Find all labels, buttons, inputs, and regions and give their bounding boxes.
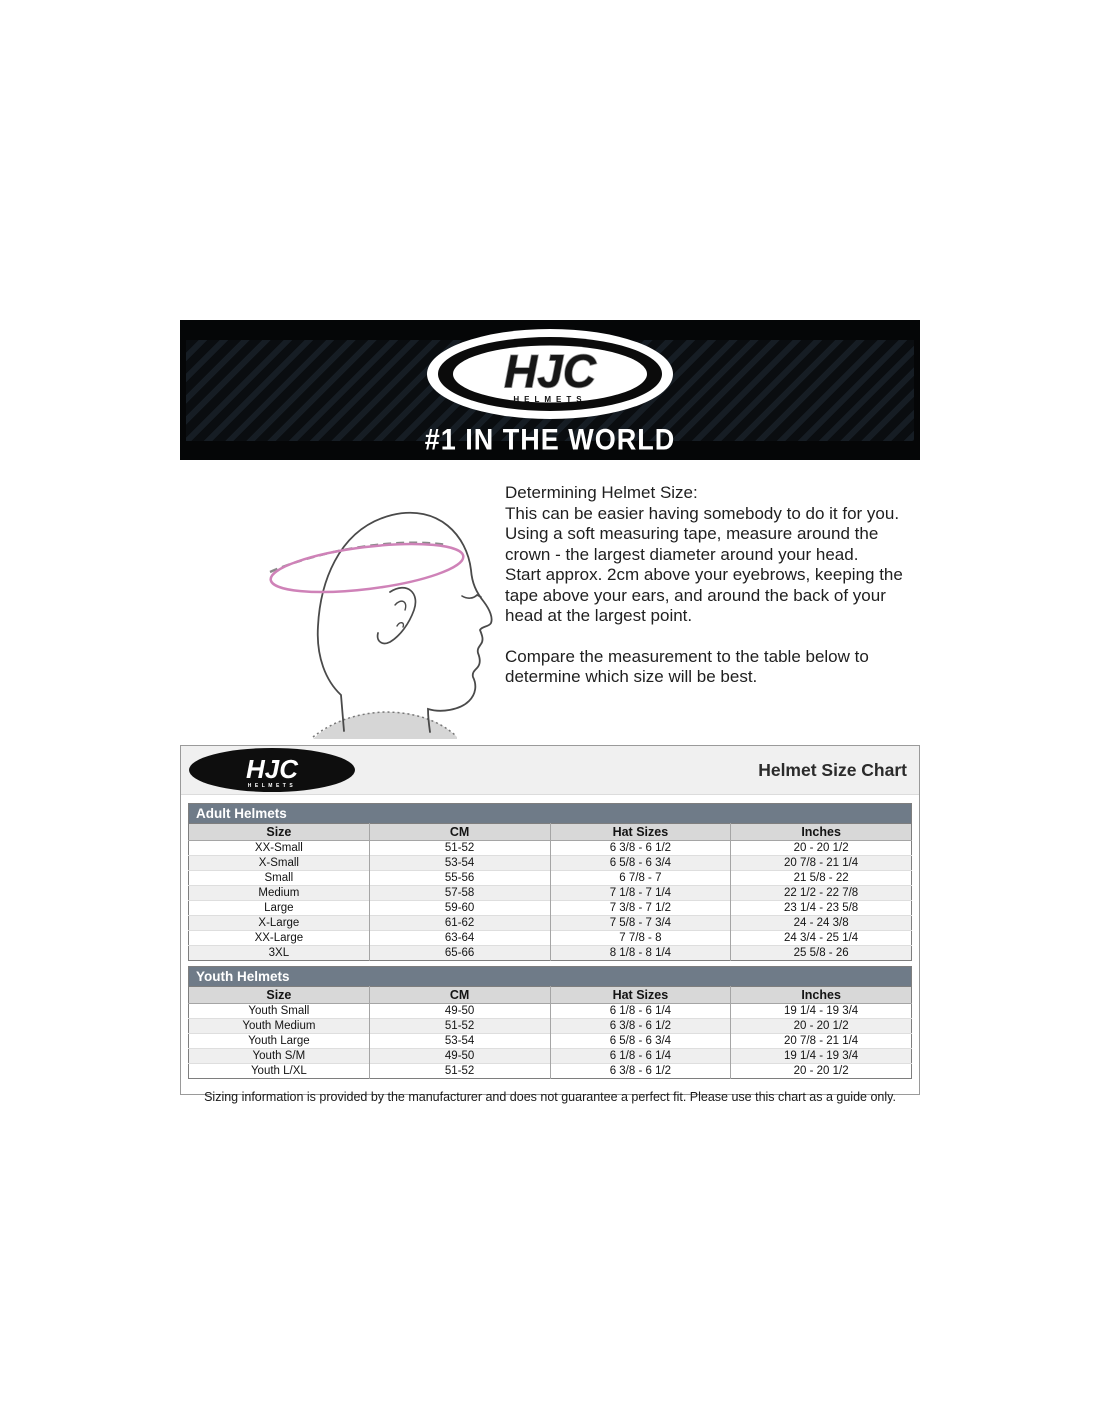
size-cell: 6 3/8 - 6 1/2 xyxy=(550,1064,731,1079)
size-cell: 7 7/8 - 8 xyxy=(550,931,731,946)
hjc-logo-small-text: HJC xyxy=(245,754,299,784)
column-header: Inches xyxy=(731,987,912,1004)
column-header: Size xyxy=(189,987,370,1004)
size-row xyxy=(189,946,912,961)
size-cell: 6 1/8 - 6 1/4 xyxy=(550,1049,731,1064)
shoulders-shape xyxy=(313,712,457,739)
size-cell: 19 1/4 - 19 3/4 xyxy=(731,1049,912,1064)
size-cell: 59-60 xyxy=(369,901,550,916)
size-row xyxy=(189,841,912,856)
size-cell: 20 - 20 1/2 xyxy=(731,1019,912,1034)
hjc-logo-small xyxy=(187,747,357,793)
size-cell: Youth Large xyxy=(189,1034,370,1049)
size-row xyxy=(189,916,912,931)
size-cell: 49-50 xyxy=(369,1004,550,1019)
size-row xyxy=(189,856,912,871)
section-header-adult: Adult Helmets xyxy=(188,803,912,823)
column-header: Hat Sizes xyxy=(550,987,731,1004)
size-chart-panel xyxy=(180,745,920,1104)
size-cell: Medium xyxy=(189,886,370,901)
size-cell: 6 7/8 - 7 xyxy=(550,871,731,886)
head-measurement-illustration xyxy=(243,479,498,739)
size-cell: 6 1/8 - 6 1/4 xyxy=(550,1004,731,1019)
size-row xyxy=(189,886,912,901)
size-cell: X-Large xyxy=(189,916,370,931)
eye-line xyxy=(462,595,481,598)
size-cell: 20 7/8 - 21 1/4 xyxy=(731,1034,912,1049)
size-cell: 51-52 xyxy=(369,841,550,856)
size-cell: 23 1/4 - 23 5/8 xyxy=(731,901,912,916)
size-row xyxy=(189,1034,912,1049)
hjc-logo-text: HJC xyxy=(503,345,597,397)
size-row xyxy=(189,901,912,916)
size-cell: Small xyxy=(189,871,370,886)
measuring-tape-ellipse xyxy=(268,535,466,600)
size-cell: 20 - 20 1/2 xyxy=(731,841,912,856)
banner-tagline: #1 IN THE WORLD xyxy=(424,423,676,457)
column-header: Size xyxy=(189,824,370,841)
column-header-row xyxy=(189,824,912,841)
chart-header xyxy=(181,746,919,795)
size-cell: 53-54 xyxy=(369,856,550,871)
size-cell: 24 - 24 3/8 xyxy=(731,916,912,931)
size-table-adult xyxy=(188,823,912,961)
ear-inner-lines xyxy=(395,601,406,627)
instruction-line: Determining Helmet Size: xyxy=(505,483,698,502)
size-cell: 55-56 xyxy=(369,871,550,886)
size-cell: 57-58 xyxy=(369,886,550,901)
size-row xyxy=(189,871,912,886)
size-cell: 6 5/8 - 6 3/4 xyxy=(550,1034,731,1049)
hjc-logo xyxy=(425,328,675,424)
size-cell: 20 - 20 1/2 xyxy=(731,1064,912,1079)
size-cell: 51-52 xyxy=(369,1019,550,1034)
size-cell: 61-62 xyxy=(369,916,550,931)
column-header: Inches xyxy=(731,824,912,841)
size-cell: 19 1/4 - 19 3/4 xyxy=(731,1004,912,1019)
size-cell: 7 3/8 - 7 1/2 xyxy=(550,901,731,916)
size-row xyxy=(189,1064,912,1079)
size-cell: XX-Small xyxy=(189,841,370,856)
section-header-youth: Youth Helmets xyxy=(188,966,912,986)
chart-title: Helmet Size Chart xyxy=(758,759,907,780)
size-cell: 22 1/2 - 22 7/8 xyxy=(731,886,912,901)
column-header-row xyxy=(189,987,912,1004)
size-row xyxy=(189,1004,912,1019)
hjc-logo-small-subtext: HELMETS xyxy=(247,783,297,789)
instruction-line: Compare the measurement to the table below to determine which size will be best. xyxy=(505,646,869,686)
size-cell: 51-52 xyxy=(369,1064,550,1079)
size-cell: 25 5/8 - 26 xyxy=(731,946,912,961)
instruction-line: This can be easier having somebody to do it for you. xyxy=(505,503,900,523)
size-cell: Youth Small xyxy=(189,1004,370,1019)
size-row xyxy=(189,1049,912,1064)
size-row xyxy=(189,931,912,946)
size-cell: 6 5/8 - 6 3/4 xyxy=(550,856,731,871)
size-cell: Large xyxy=(189,901,370,916)
instruction-line: Start approx. 2cm above your eyebrows, keeping the tape above your ears, and around the back of your head at the largest point. xyxy=(505,565,903,625)
size-cell: 7 1/8 - 7 1/4 xyxy=(550,886,731,901)
ear-outline xyxy=(378,588,416,644)
size-cell: 24 3/4 - 25 1/4 xyxy=(731,931,912,946)
brand-banner xyxy=(180,320,920,460)
banner-content xyxy=(180,320,920,460)
head-outline xyxy=(318,513,492,732)
size-cell: Youth L/XL xyxy=(189,1064,370,1079)
sizing-instructions xyxy=(505,483,919,688)
size-cell: 6 3/8 - 6 1/2 xyxy=(550,841,731,856)
size-cell: 3XL xyxy=(189,946,370,961)
size-cell: 65-66 xyxy=(369,946,550,961)
column-header: CM xyxy=(369,824,550,841)
size-cell: 6 3/8 - 6 1/2 xyxy=(550,1019,731,1034)
size-cell: X-Small xyxy=(189,856,370,871)
size-table-youth xyxy=(188,986,912,1079)
size-cell: Youth S/M xyxy=(189,1049,370,1064)
size-cell: 53-54 xyxy=(369,1034,550,1049)
size-cell: 8 1/8 - 8 1/4 xyxy=(550,946,731,961)
size-cell: 63-64 xyxy=(369,931,550,946)
chart-sections xyxy=(181,795,919,1079)
column-header: Hat Sizes xyxy=(550,824,731,841)
column-header: CM xyxy=(369,987,550,1004)
size-cell: 7 5/8 - 7 3/4 xyxy=(550,916,731,931)
size-cell: 49-50 xyxy=(369,1049,550,1064)
hjc-logo-subtext: HELMETS xyxy=(513,395,587,404)
size-cell: XX-Large xyxy=(189,931,370,946)
paragraph-gap xyxy=(505,627,919,647)
instruction-line: Using a soft measuring tape, measure around the crown - the largest diameter around your head. xyxy=(505,524,879,564)
size-cell: Youth Medium xyxy=(189,1019,370,1034)
disclaimer-text: Sizing information is provided by the manufacturer and does not guarantee a perfect fit. Please use this chart as a guide only. xyxy=(204,1090,896,1104)
size-cell: 20 7/8 - 21 1/4 xyxy=(731,856,912,871)
size-cell: 21 5/8 - 22 xyxy=(731,871,912,886)
size-row xyxy=(189,1019,912,1034)
